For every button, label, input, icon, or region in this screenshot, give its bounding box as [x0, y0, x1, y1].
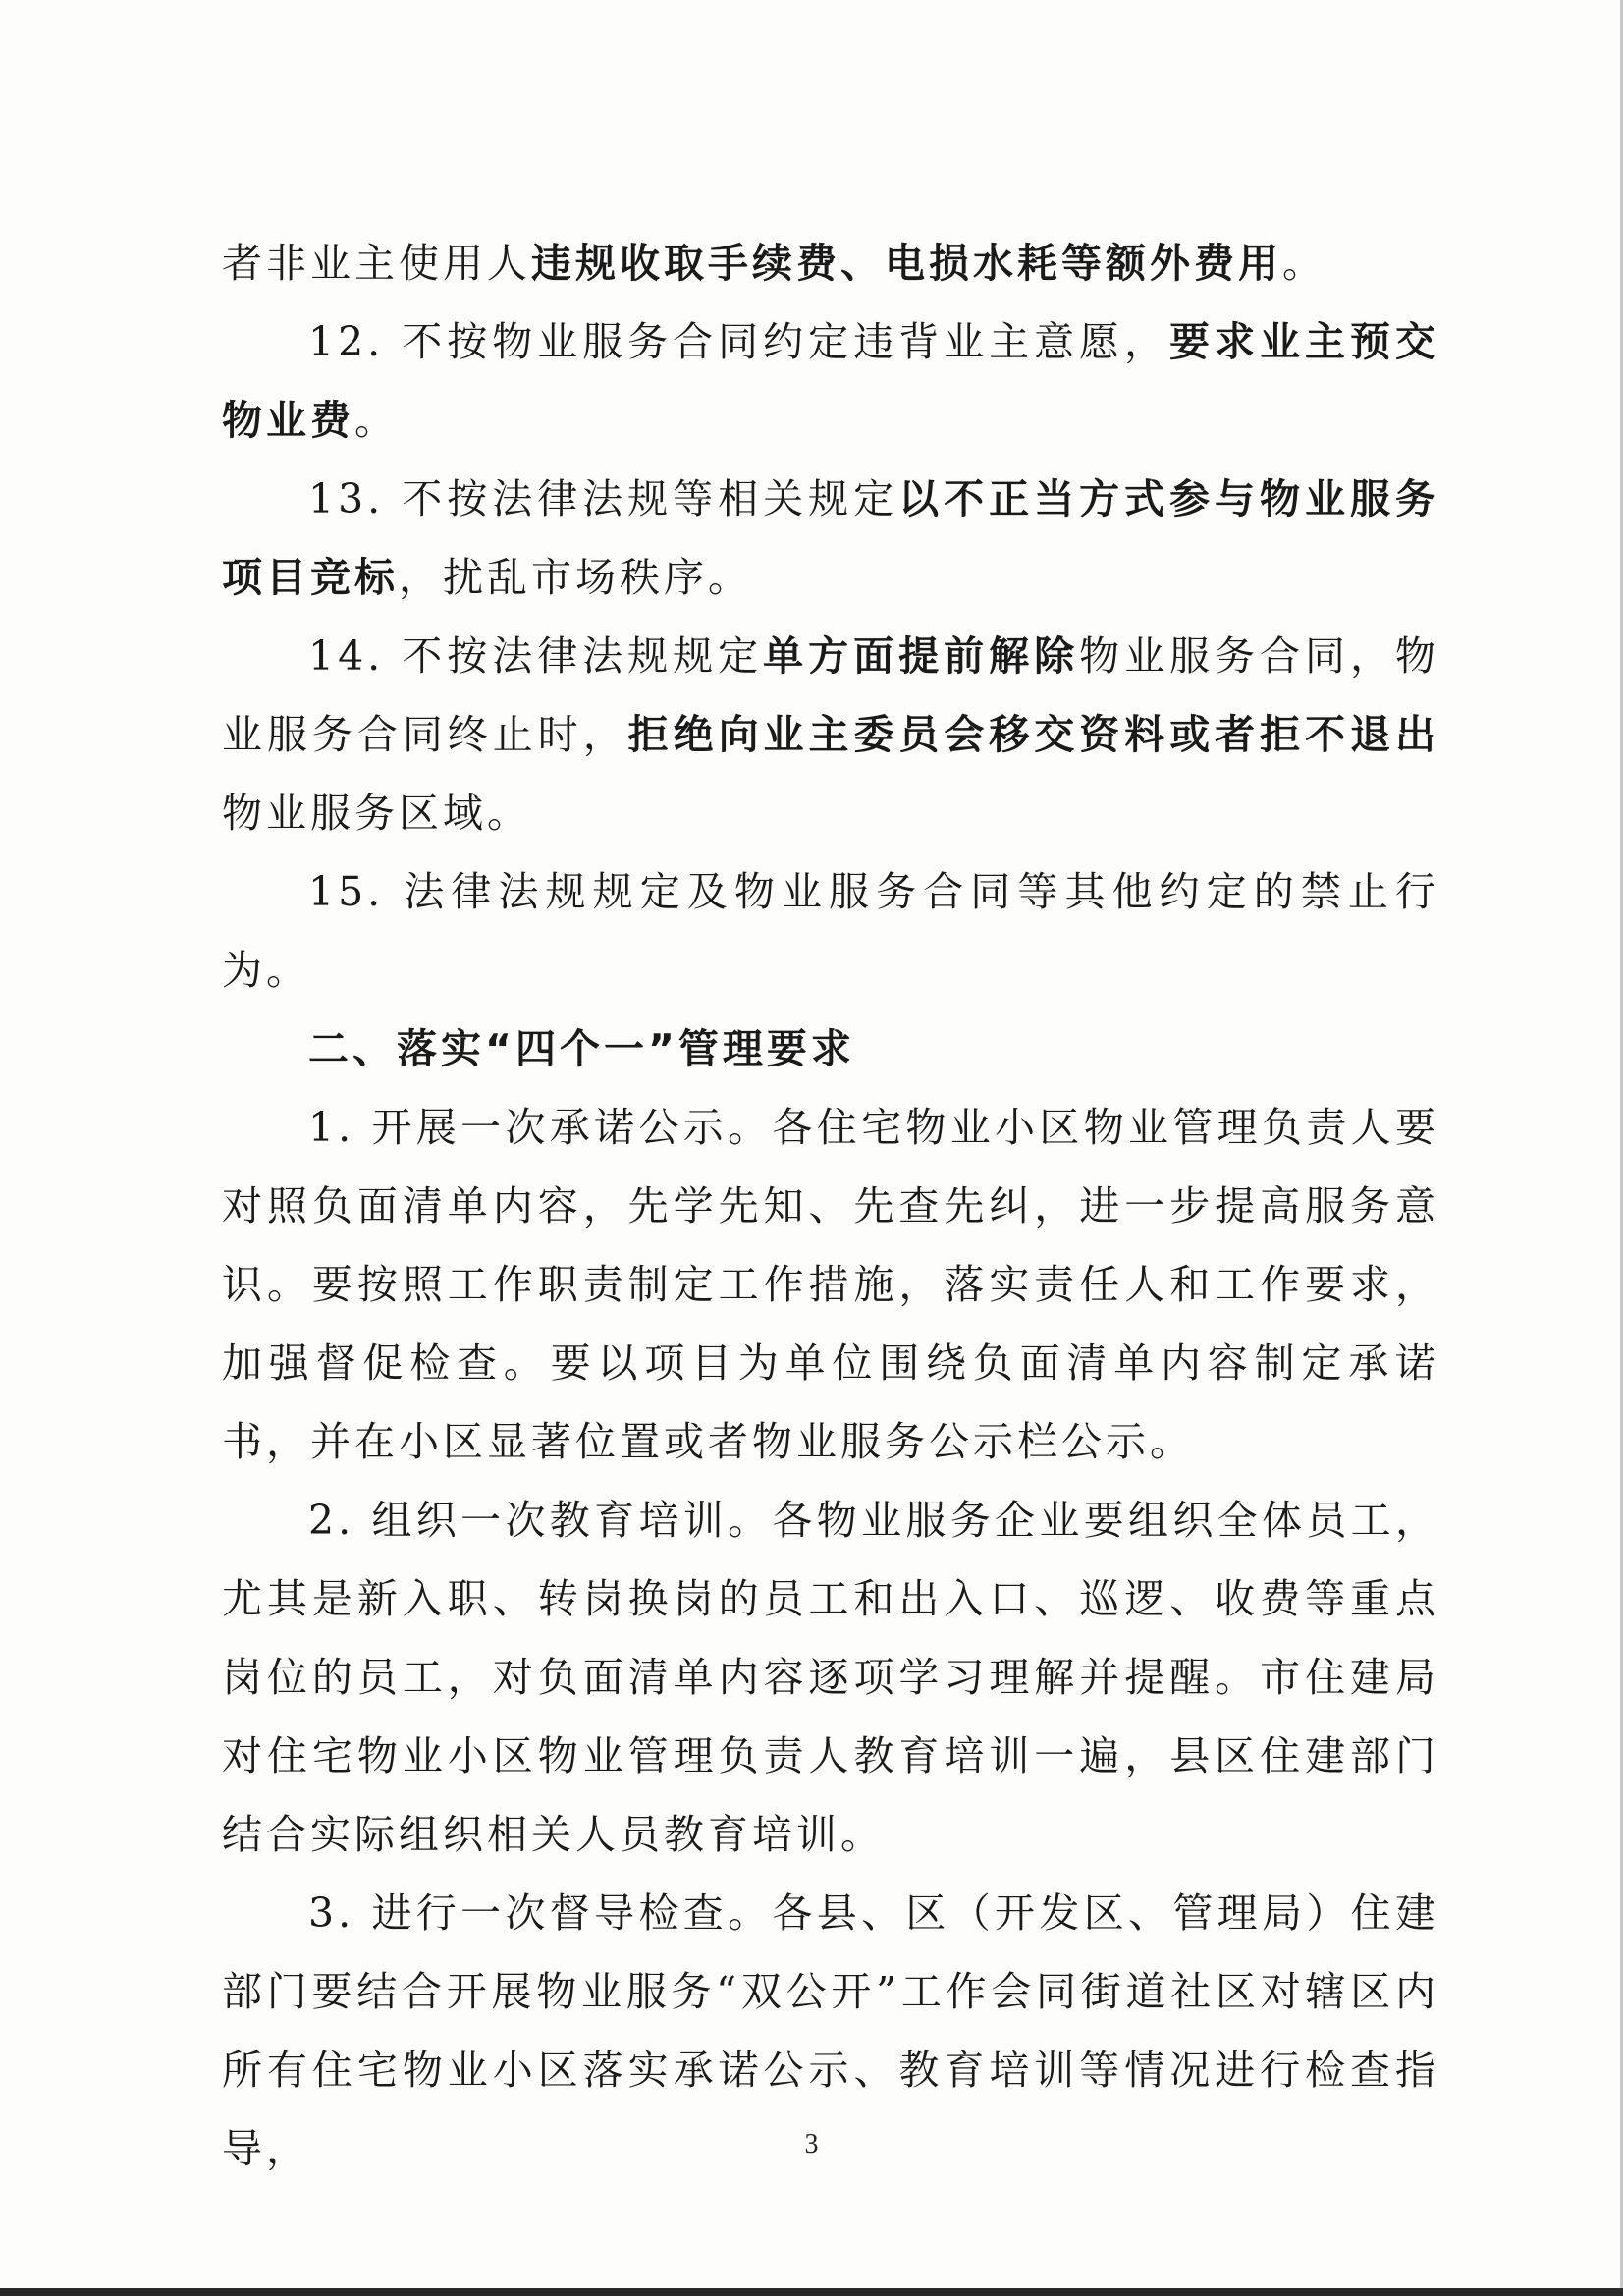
bold-text: 二、落实“四个一”管理要求	[308, 1025, 855, 1072]
text-segment: 2. 组织一次教育培训。各物业服务企业要组织全体员工，尤其是新入职、转岗换岗的员工和出入口、巡逻、收费等重点岗位的员工，对负面清单内容逐项学习理解并提醒。市住建局对住宅物业小区物业管理负责人教育培训一遍，县区住建部门结合实际组织相关人员教育培训。	[222, 1497, 1439, 1858]
text-segment: 1. 开展一次承诺公示。各住宅物业小区物业管理负责人要对照负面清单内容，先学先知、先查先纠，进一步提高服务意识。要按照工作职责制定工作措施，落实责任人和工作要求，加强督促检查。要以项目为单位围绕负面清单内容制定承诺书，并在小区显著位置或者物业服务公示栏公示。	[222, 1104, 1439, 1465]
bold-text: 要求业主预交物业费	[222, 318, 1439, 444]
paragraph-item-14	[222, 617, 1439, 852]
text-segment: 。	[1282, 240, 1326, 287]
bold-text: 违规收取手续费、电损水耗等额外费用	[531, 240, 1282, 287]
paragraph-req-2	[222, 1481, 1439, 1874]
section-heading	[222, 1010, 1439, 1088]
text-segment: 13. 不按法律法规等相关规定	[308, 475, 899, 522]
text-segment: 15. 法律法规规定及物业服务合同等其他约定的禁止行为。	[222, 868, 1439, 994]
text-segment: 14. 不按法律法规规定	[308, 632, 764, 680]
paragraph-req-1	[222, 1088, 1439, 1481]
text-segment: 3. 进行一次督导检查。各县、区（开发区、管理局）住建部门要结合开展物业服务“双公开”工作会同街道社区对辖区内所有住宅物业小区落实承诺公示、教育培训等情况进行检查指导，	[222, 1889, 1439, 2172]
paragraph-item-15	[222, 852, 1439, 1010]
text-segment: 12. 不按物业服务合同约定违背业主意愿，	[308, 318, 1170, 365]
bold-text: 拒绝向业主委员会移交资料或者拒不退出	[627, 711, 1440, 758]
scan-edge-bottom	[0, 2288, 1623, 2296]
text-segment: 者非业主使用人	[222, 240, 531, 287]
bold-text: 以不正当方式参与物业服务项目竞标	[222, 475, 1439, 601]
bold-text: 单方面提前解除	[763, 632, 1080, 680]
document-body	[222, 224, 1439, 2188]
paragraph-continuation	[222, 224, 1439, 302]
paragraph-item-13	[222, 460, 1439, 617]
text-segment: 。	[354, 397, 399, 444]
text-segment: 物业服务合同，物业服务合同终止时，	[222, 632, 1440, 758]
paragraph-item-12	[222, 302, 1439, 460]
text-segment: ，扰乱市场秩序。	[399, 554, 752, 601]
text-segment: 物业服务区域。	[222, 790, 531, 837]
page-number: 3	[804, 2129, 819, 2159]
